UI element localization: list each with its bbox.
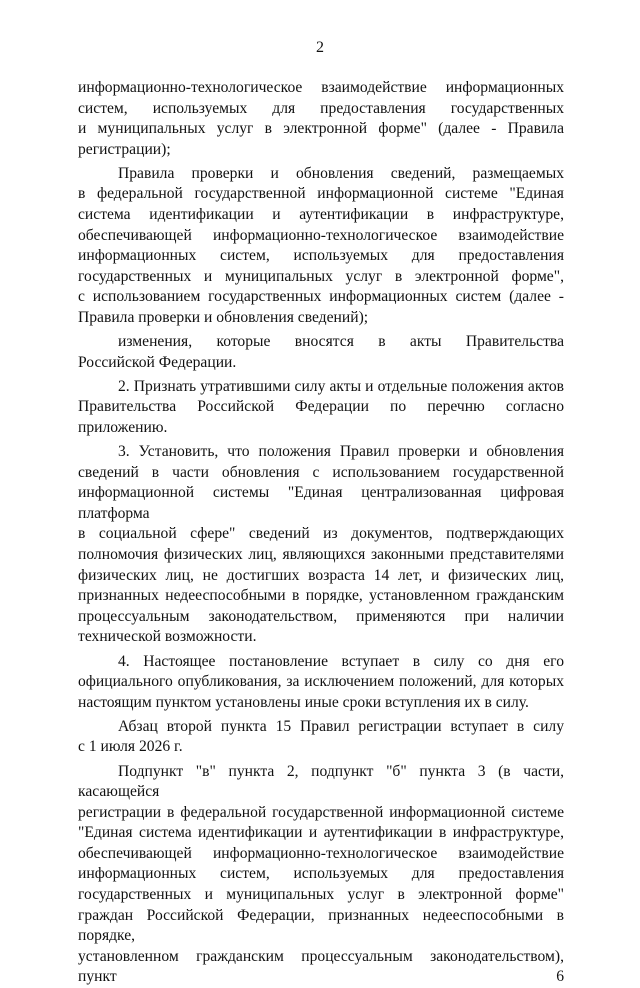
text-line: с 1 июля 2026 г. <box>78 737 564 758</box>
text-line: Подпункт "в" пункта 2, подпункт "б" пункта 3 (в части, касающейся <box>78 762 564 803</box>
text-line: настоящим пунктом установлены иные сроки вступления их в силу. <box>78 693 564 714</box>
text-line: физических лиц, не достигших возраста 14 лет, и физических лиц, <box>78 566 564 587</box>
text-line: система идентификации и аутентификации в инфраструктуре, <box>78 205 564 226</box>
text-line: процессуальным законодательством, применяются при наличии <box>78 607 564 628</box>
text-line: в социальной сфере" сведений из документов, подтверждающих <box>78 524 564 545</box>
text-line: регистрации); <box>78 140 564 161</box>
text-line: 2. Признать утратившими силу акты и отдельные положения актов <box>78 377 564 398</box>
text-line: сведений в части обновления с использованием государственной <box>78 463 564 484</box>
text-line: Абзац второй пункта 15 Правил регистрации вступает в силу <box>78 717 564 738</box>
paragraph-subitems <box>78 762 564 988</box>
text-line: в федеральной государственной информационной системе "Единая <box>78 184 564 205</box>
paragraph-item-4 <box>78 652 564 714</box>
text-line: Правительства Российской Федерации по перечню согласно приложению. <box>78 397 564 438</box>
text-line: полномочия физических лиц, являющихся законными представителями <box>78 545 564 566</box>
text-line: систем, используемых для предоставления государственных <box>78 99 564 120</box>
text-line: информационных систем, используемых для предоставления <box>78 864 564 885</box>
paragraph-item-2 <box>78 377 564 439</box>
text-line: 3. Установить, что положения Правил проверки и обновления <box>78 442 564 463</box>
text-line: регистрации в федеральной государственной информационной системе <box>78 803 564 824</box>
text-line: признанных недееспособными в порядке, установленном гражданским <box>78 586 564 607</box>
text-line: 4. Настоящее постановление вступает в силу со дня его <box>78 652 564 673</box>
text-line: Правила проверки и обновления сведений); <box>78 308 564 329</box>
text-line: информационных систем, используемых для предоставления <box>78 246 564 267</box>
document-body <box>78 78 564 988</box>
paragraph-verification-rules <box>78 164 564 329</box>
text-line: граждан Российской Федерации, признанных недееспособными в порядке, <box>78 906 564 947</box>
paragraph-amendments <box>78 332 564 373</box>
text-line: с использованием государственных информационных систем (далее - <box>78 287 564 308</box>
text-line: обеспечивающей информационно-технологическое взаимодействие <box>78 226 564 247</box>
text-line: Российской Федерации. <box>78 353 564 374</box>
text-line: и муниципальных услуг в электронной форме" (далее - Правила <box>78 119 564 140</box>
text-line: информационной системы "Единая централизованная цифровая платформа <box>78 483 564 524</box>
text-line: обеспечивающей информационно-технологическое взаимодействие <box>78 844 564 865</box>
paragraph-item-3 <box>78 442 564 648</box>
text-line: Правила проверки и обновления сведений, размещаемых <box>78 164 564 185</box>
paragraph-continuation <box>78 78 564 160</box>
text-line: официального опубликования, за исключением положений, для которых <box>78 672 564 693</box>
text-line: "Единая система идентификации и аутентификации в инфраструктуре, <box>78 823 564 844</box>
text-line: технической возможности. <box>78 627 564 648</box>
text-line: изменения, которые вносятся в акты Правительства <box>78 332 564 353</box>
text-line: государственных и муниципальных услуг в электронной форме" <box>78 885 564 906</box>
paragraph-effective-date <box>78 717 564 758</box>
text-line: установленном гражданским процессуальным законодательством), пункт 6 <box>78 947 564 988</box>
text-line: информационно-технологическое взаимодействие информационных <box>78 78 564 99</box>
text-line: государственных и муниципальных услуг в электронной форме", <box>78 267 564 288</box>
page-number: 2 <box>0 38 640 58</box>
